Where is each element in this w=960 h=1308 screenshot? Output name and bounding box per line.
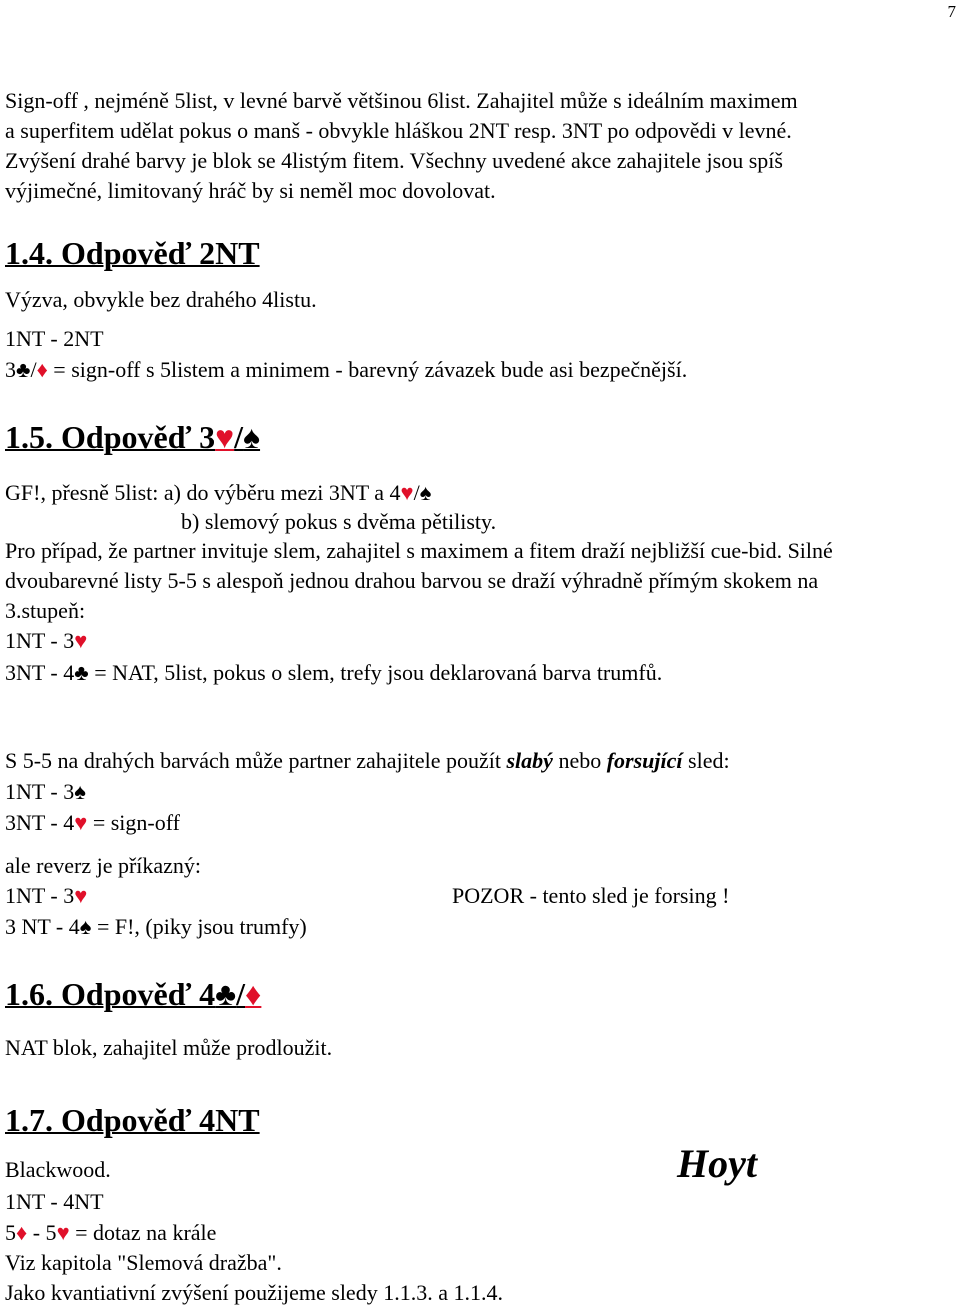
club-icon: ♣ (16, 357, 31, 382)
majors-line-1: S 5-5 na drahých barvách může partner zahajitele použít slabý nebo forsující sled: (5, 748, 730, 773)
s15-line-1: GF!, přesně 5list: a) do výběru mezi 3NT a 4♥/♠ (5, 480, 432, 505)
s15-line-4: dvoubarevné listy 5-5 s alespoň jednou drahou barvou se draží výhradně přímým skokem na (5, 568, 819, 593)
spade-icon: ♠ (243, 419, 261, 455)
heading-1-6: 1.6. Odpověď 4♣/♦ (5, 976, 262, 1012)
intro-line-1: Sign-off , nejméně 5list, v levné barvě většinou 6list. Zahajitel může s ideálním maximem (5, 88, 798, 113)
s15-line-6: 1NT - 3♥ (5, 628, 88, 653)
heading-1-5: 1.5. Odpověď 3♥/♠ (5, 419, 261, 455)
intro-line-4: výjimečné, limitovaný hráč by si neměl moc dovolovat. (5, 178, 496, 203)
hoyt-signature: Hoyt (677, 1141, 757, 1186)
s17-line-4: Viz kapitola "Slemová dražba". (5, 1250, 282, 1275)
s17-line-5: Jako kvantiativní zvýšení použijeme sledy 1.1.3. a 1.1.4. (5, 1280, 503, 1305)
diamond-icon: ♦ (16, 1220, 28, 1245)
heart-icon: ♥ (74, 810, 88, 835)
page-number: 7 (947, 2, 956, 21)
s17-line-3: 5♦ - 5♥ = dotaz na krále (5, 1220, 217, 1245)
s15-line-5: 3.stupeň: (5, 598, 86, 623)
heading-1-4: 1.4. Odpověď 2NT (5, 235, 260, 271)
s14-line-1: Výzva, obvykle bez drahého 4listu. (5, 287, 317, 312)
spade-icon: ♠ (79, 914, 92, 939)
majors-line-5: 1NT - 3♥ (5, 883, 88, 908)
s15-line-2: b) slemový pokus s dvěma pětilisty. (181, 509, 497, 534)
heart-icon: ♥ (215, 419, 235, 455)
s14-line-2: 1NT - 2NT (5, 326, 104, 351)
heart-icon: ♥ (74, 628, 88, 653)
s14-line-3: 3♣/♦ = sign-off s 5listem a minimem - barevný závazek bude asi bezpečnější. (5, 357, 688, 382)
diamond-icon: ♦ (36, 357, 48, 382)
majors-line-3: 3NT - 4♥ = sign-off (5, 810, 180, 835)
spade-icon: ♠ (419, 480, 432, 505)
diamond-icon: ♦ (245, 976, 262, 1012)
heart-icon: ♥ (400, 480, 414, 505)
s16-line-1: NAT blok, zahajitel může prodloužit. (5, 1035, 333, 1060)
spade-icon: ♠ (74, 779, 86, 804)
majors-line-4: ale reverz je příkazný: (5, 853, 202, 878)
heart-icon: ♥ (74, 883, 88, 908)
club-icon: ♣ (74, 660, 89, 685)
majors-line-6: 3 NT - 4♠ = F!, (piky jsou trumfy) (5, 914, 307, 939)
heart-icon: ♥ (56, 1220, 70, 1245)
s15-line-7: 3NT - 4♣ = NAT, 5list, pokus o slem, trefy jsou deklarovaná barva trumfů. (5, 660, 663, 685)
intro-line-2: a superfitem udělat pokus o manš - obvykle hláškou 2NT resp. 3NT po odpovědi v levné. (5, 118, 792, 143)
majors-line-2: 1NT - 3♠ (5, 779, 86, 804)
club-icon: ♣ (215, 976, 237, 1012)
intro-line-3: Zvýšení drahé barvy je blok se 4listým fitem. Všechny uvedené akce zahajitele jsou spíš (5, 148, 783, 173)
pozor-note: POZOR - tento sled je forsing ! (452, 883, 730, 908)
s17-line-1: Blackwood. (5, 1157, 111, 1182)
heading-1-7: 1.7. Odpověď 4NT (5, 1102, 260, 1138)
s15-line-3: Pro případ, že partner invituje slem, zahajitel s maximem a fitem draží nejbližší cue-bid. Silné (5, 538, 833, 563)
s17-line-2: 1NT - 4NT (5, 1189, 104, 1214)
